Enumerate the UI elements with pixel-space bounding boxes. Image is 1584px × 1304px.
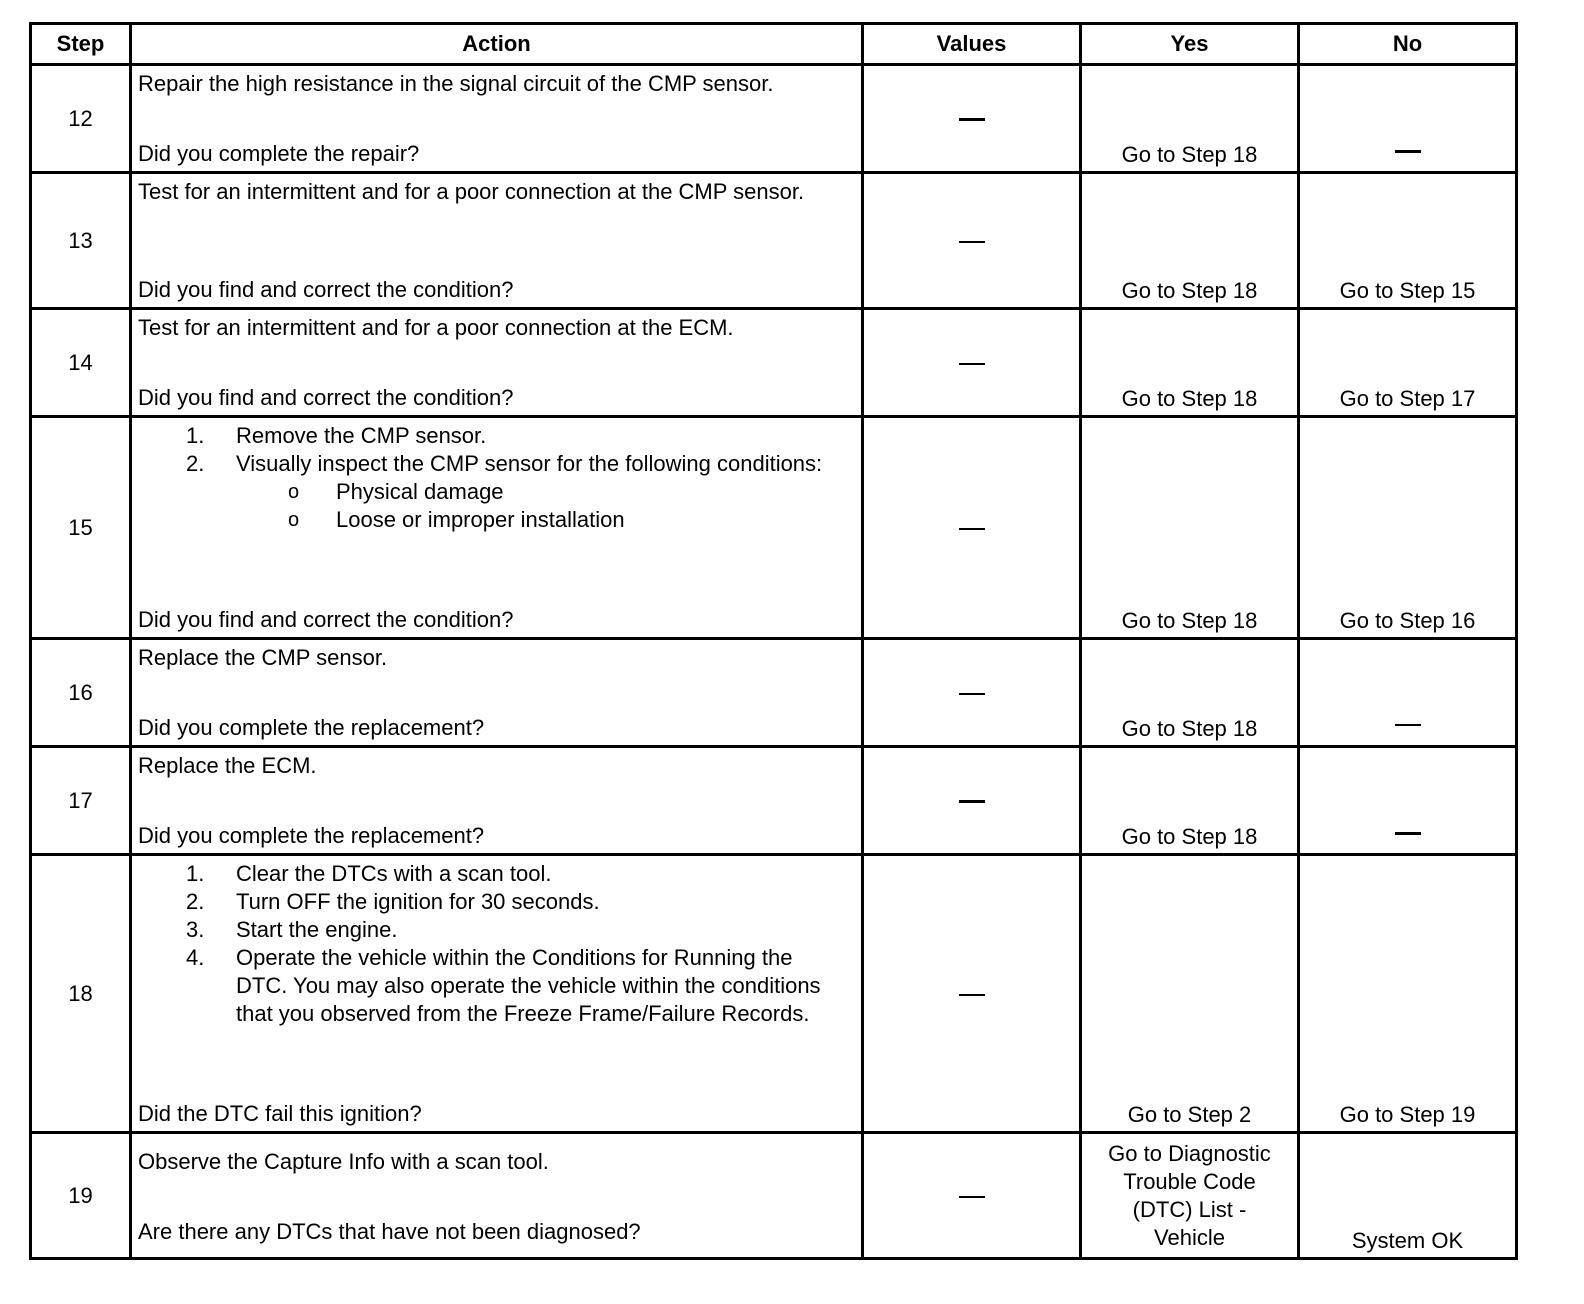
bullet-marker: o (288, 481, 300, 503)
action-text: Replace the CMP sensor. (138, 645, 388, 670)
dash-mark (959, 994, 985, 996)
action-cell (131, 1133, 863, 1259)
list-item (138, 450, 855, 478)
action-cell (131, 639, 863, 747)
question-text: Are there any DTCs that have not been diagnosed? (138, 1219, 641, 1244)
yes-link[interactable]: Go to Step 18 (1081, 173, 1299, 309)
list-item (138, 888, 855, 916)
action-text: Replace the ECM. (138, 753, 317, 778)
action-text: Observe the Capture Info with a scan tool. (138, 1149, 549, 1174)
diagnostic-table-wrapper (29, 22, 1518, 1260)
list-number: 4. (186, 945, 205, 970)
yes-link[interactable]: Go to Step 18 (1081, 639, 1299, 747)
yes-link[interactable]: Go to Diagnostic Trouble Code (DTC) List - Vehicle (1081, 1133, 1299, 1259)
yes-link[interactable]: Go to Step 18 (1081, 417, 1299, 639)
question-text: Did you complete the repair? (138, 141, 420, 166)
values-cell (863, 65, 1081, 173)
table-row (31, 309, 1517, 417)
step-number: 17 (31, 747, 131, 855)
values-cell (863, 639, 1081, 747)
table-row (31, 1133, 1517, 1259)
header-yes: Yes (1081, 24, 1299, 65)
list-text: Remove the CMP sensor. (236, 423, 487, 448)
action-cell (131, 855, 863, 1133)
no-link[interactable]: Go to Step 19 (1299, 855, 1517, 1133)
action-cell (131, 309, 863, 417)
dash-mark (959, 1196, 985, 1198)
question-text: Did you complete the replacement? (138, 715, 485, 740)
question-text: Did you find and correct the condition? (138, 277, 514, 302)
list-text: Visually inspect the CMP sensor for the following conditions: (236, 451, 823, 476)
no-link[interactable]: System OK (1299, 1133, 1517, 1259)
list-number: 1. (186, 861, 205, 886)
dash-mark (1395, 150, 1421, 153)
step-number: 14 (31, 309, 131, 417)
list-item (138, 478, 855, 506)
list-item (138, 860, 855, 888)
yes-link[interactable]: Go to Step 2 (1081, 855, 1299, 1133)
no-link[interactable]: Go to Step 15 (1299, 173, 1517, 309)
dash-mark (959, 241, 985, 243)
dash-mark (1395, 832, 1421, 835)
question-text: Did you find and correct the condition? (138, 607, 514, 632)
action-text: Test for an intermittent and for a poor connection at the ECM. (138, 315, 734, 340)
list-text: Operate the vehicle within the Conditions for Running the DTC. You may also operate the vehicle within the conditions that you observed from the Freeze Frame/Failure Records. (236, 945, 821, 1026)
header-values: Values (863, 24, 1081, 65)
list-text: Turn OFF the ignition for 30 seconds. (236, 889, 600, 914)
dash-mark (959, 118, 985, 121)
numbered-list (138, 422, 855, 478)
table-row (31, 639, 1517, 747)
action-cell (131, 417, 863, 639)
values-cell (863, 855, 1081, 1133)
table-row (31, 855, 1517, 1133)
values-cell (863, 747, 1081, 855)
list-text: Loose or improper installation (336, 507, 625, 532)
no-cell (1299, 747, 1517, 855)
list-number: 3. (186, 917, 205, 942)
header-step: Step (31, 24, 131, 65)
dash-mark (959, 800, 985, 803)
dash-mark (1395, 724, 1421, 726)
step-number: 13 (31, 173, 131, 309)
action-text: Test for an intermittent and for a poor connection at the CMP sensor. (138, 179, 805, 204)
header-no: No (1299, 24, 1517, 65)
list-item (138, 944, 855, 1028)
table-row (31, 747, 1517, 855)
question-text: Did you complete the replacement? (138, 823, 485, 848)
table-row (31, 417, 1517, 639)
list-text: Start the engine. (236, 917, 398, 942)
diagnostic-table (29, 22, 1518, 1260)
list-item (138, 422, 855, 450)
bullet-marker: o (288, 509, 300, 531)
no-link[interactable]: Go to Step 16 (1299, 417, 1517, 639)
dash-mark (959, 693, 985, 695)
header-action: Action (131, 24, 863, 65)
step-number: 15 (31, 417, 131, 639)
list-number: 2. (186, 451, 205, 476)
step-number: 12 (31, 65, 131, 173)
yes-link[interactable]: Go to Step 18 (1081, 65, 1299, 173)
action-cell (131, 173, 863, 309)
bullet-list (138, 478, 855, 534)
header-row (31, 24, 1517, 65)
table-row (31, 173, 1517, 309)
values-cell (863, 417, 1081, 639)
list-item (138, 916, 855, 944)
values-cell (863, 309, 1081, 417)
dash-mark (959, 528, 985, 530)
list-item (138, 506, 855, 534)
list-number: 1. (186, 423, 205, 448)
action-cell (131, 65, 863, 173)
table-row (31, 65, 1517, 173)
action-cell (131, 747, 863, 855)
list-number: 2. (186, 889, 205, 914)
question-text: Did you find and correct the condition? (138, 385, 514, 410)
list-text: Physical damage (336, 479, 504, 504)
no-cell (1299, 65, 1517, 173)
yes-link[interactable]: Go to Step 18 (1081, 309, 1299, 417)
values-cell (863, 173, 1081, 309)
step-number: 16 (31, 639, 131, 747)
question-text: Did the DTC fail this ignition? (138, 1101, 422, 1126)
dash-mark (959, 363, 985, 365)
no-link[interactable]: Go to Step 17 (1299, 309, 1517, 417)
list-text: Clear the DTCs with a scan tool. (236, 861, 552, 886)
step-number: 18 (31, 855, 131, 1133)
no-cell (1299, 639, 1517, 747)
step-number: 19 (31, 1133, 131, 1259)
yes-link[interactable]: Go to Step 18 (1081, 747, 1299, 855)
action-text: Repair the high resistance in the signal circuit of the CMP sensor. (138, 71, 774, 96)
values-cell (863, 1133, 1081, 1259)
numbered-list (138, 860, 855, 1028)
